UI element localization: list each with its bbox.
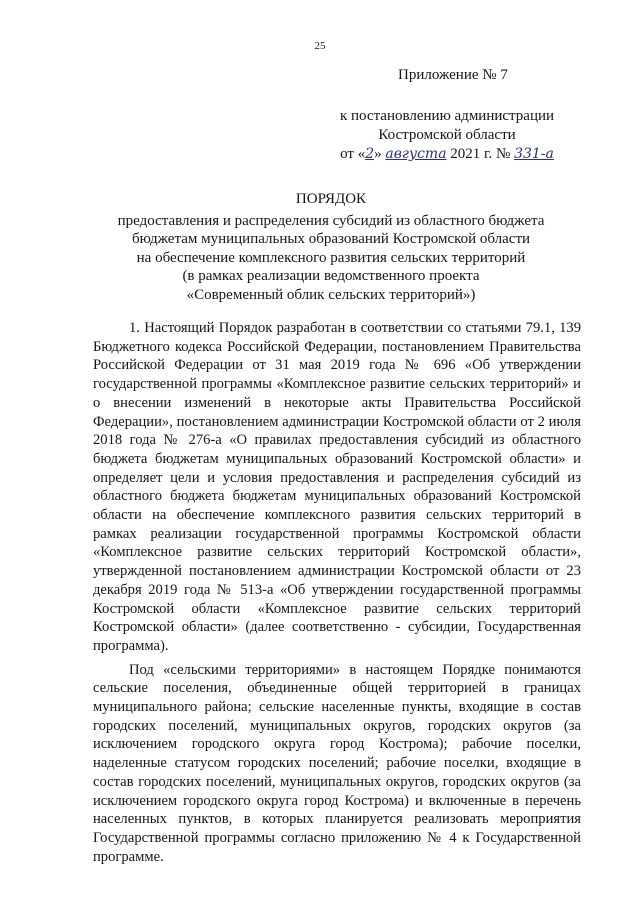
handwritten-number: 331-а: [514, 146, 554, 162]
year-and-number-label: 2021 г. №: [446, 146, 515, 162]
header-line: (в рамках реализации ведомственного проекта: [182, 268, 480, 284]
resolution-date-row: [316, 145, 578, 164]
resolution-reference: [316, 107, 578, 164]
paragraph-2: Под «сельскими территориями» в настоящем Порядке понимаются сельские поселения, объединенные общей территорией в границах муниципального района; сельские населенные пункты, входящие в состав городских поселений, муниципальных округов, городских округов (за исключением городского округа город Кострома); рабочие поселки, наделенные статусом городских поселений; рабочие поселки, входящие в состав городских поселений, муниципальных округов, городских округов (за исключением городского округа город Кострома) и включенные в перечень населенных пунктов, в которых планируется реализовать мероприятия Государственной программы согласно приложению № 4 к Государственной программе.: [93, 661, 581, 865]
document-header: [96, 190, 566, 304]
page-number: 25: [314, 40, 326, 52]
header-line: предоставления и распределения субсидий из областного бюджета: [117, 212, 545, 229]
resolution-line-2: Костромской области: [378, 127, 516, 143]
header-line: «Современный облик сельских территорий»): [186, 286, 476, 303]
handwritten-month: августа: [385, 146, 447, 162]
appendix-title: Приложение № 7: [398, 67, 508, 83]
header-line: на обеспечение комплексного развития сельских территорий: [136, 249, 526, 266]
paragraph-1: 1. Настоящий Порядок разработан в соответствии со статьями 79.1, 139 Бюджетного кодекса Российской Федерации, постановлением Правительства Российской Федерации от 31 мая 2019 года № 696 «Об утверждении государственной программы «Комплексное развитие сельских территорий» и о внесении изменений в некоторые акты Правительства Российской Федерации», постановлением администрации Костромской области от 2 июля 2018 года № 276-а «О правилах предоставления субсидий из областного бюджета бюджетам муниципальных образований Костромской области» и определяет цели и условия предоставления и распределения субсидий из областного бюджета бюджетам муниципальных образований Костромской области на обеспечение комплексного развития сельских территорий в рамках реализации государственной программы Костромской области «Комплексное развитие сельских территорий Костромской области», утвержденной постановлением администрации Костромской области от 23 декабря 2019 года № 513-а «Об утверждении государственной программы Костромской области «Комплексное развитие сельских территорий Костромской области» (далее соответственно - субсидии, Государственная программа).: [93, 320, 581, 654]
resolution-line-1: к постановлению администрации: [339, 108, 555, 124]
date-mid: »: [374, 146, 382, 162]
date-prefix: от «: [340, 146, 366, 162]
document-body: [93, 319, 581, 871]
header-line: бюджетам муниципальных образований Костромской области: [131, 231, 531, 247]
handwritten-day: 2: [365, 146, 375, 162]
document-title: ПОРЯДОК: [295, 191, 367, 207]
